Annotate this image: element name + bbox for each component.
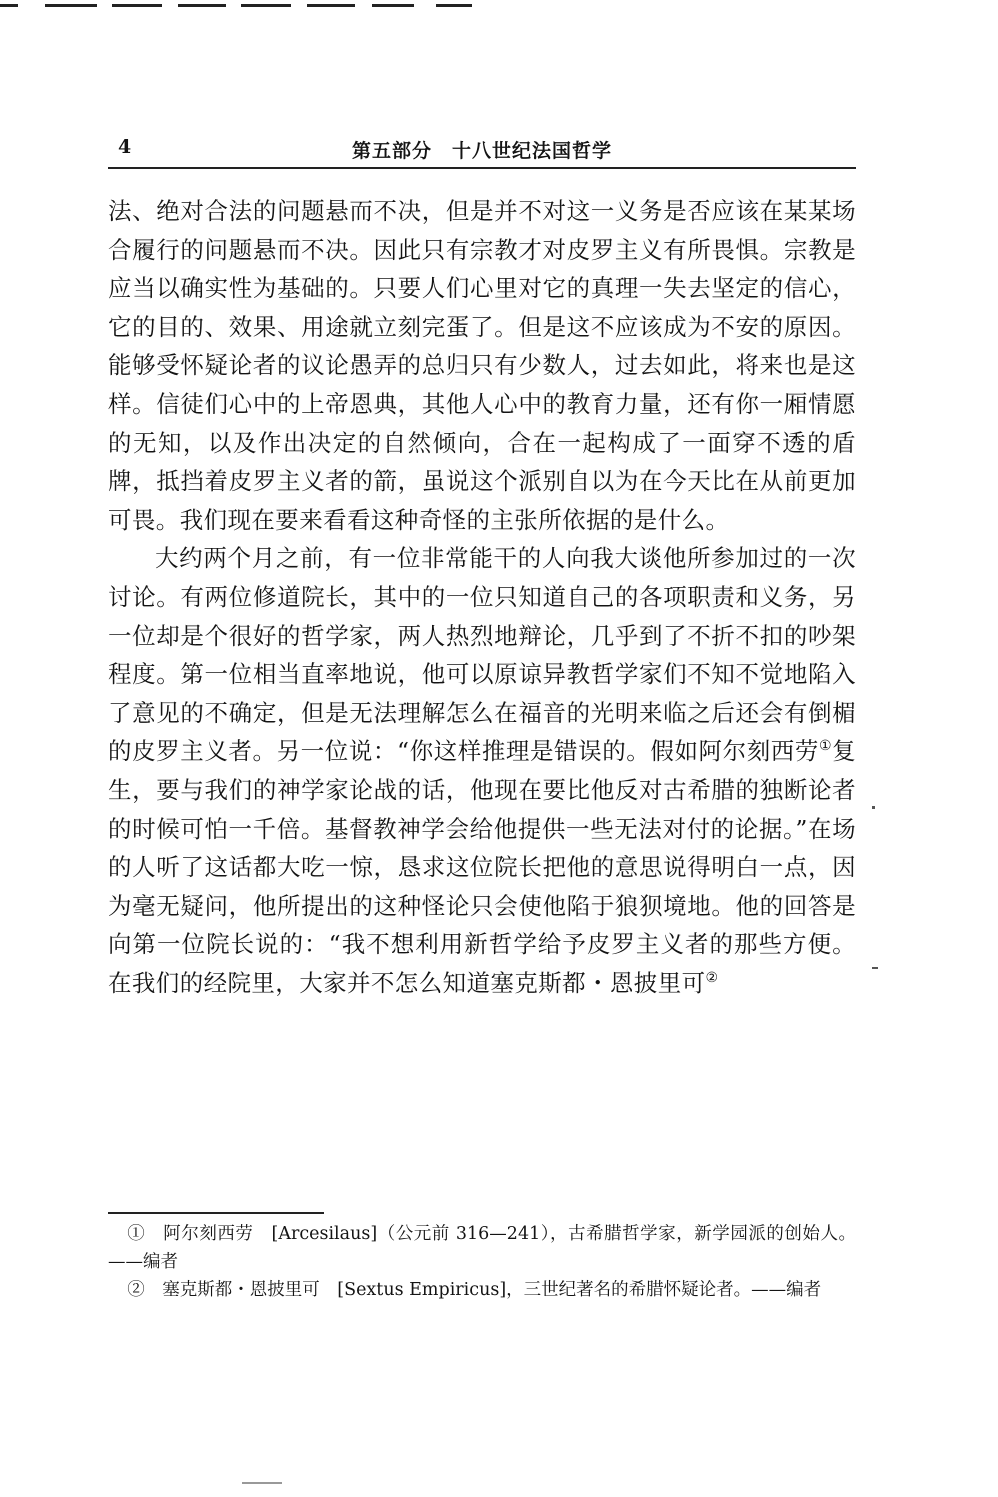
footnote-1: ① 阿尔刻西劳 [Arcesilaus]（公元前 316—241），古希腊哲学家，新学园派的创始人。——编者	[108, 1224, 856, 1272]
paragraph-1: 法、绝对合法的问题悬而不决，但是并不对这一义务是否应该在某某场合履行的问题悬而不决。因此只有宗教才对皮罗主义有所畏惧。宗教是应当以确实性为基础的。只要人们心里对它的真理一失去坚定的信心，它的目的、效果、用途就立刻完蛋了。但是这不应该成为不安的原因。能够受怀疑论者的议论愚弄的总归只有少数人，过去如此，将来也是这样。信徒们心中的上帝恩典，其他人心中的教育力量，还有你一厢情愿的无知，以及作出决定的自然倾向，合在一起构成了一面穿不透的盾牌，抵挡着皮罗主义者的箭，虽说这个派别自以为在今天比在从前更加可畏。我们现在要来看看这种奇怪的主张所依据的是什么。	[108, 197, 856, 534]
footnote-2: ② 塞克斯都・恩披里可 [Sextus Empiricus]，三世纪著名的希腊怀疑论者。——编者	[127, 1280, 822, 1300]
paragraph-2-part-2: 复生，要与我们的神学家论战的话，他现在要比他反对古希腊的独断论者的时候可怕一千倍。基督教神学会给他提供一些无法对付的论据。”在场的人听了这话都大吃一惊，恳求这位院长把他的意思说得明白一点，因为毫无疑问，他所提出的这种怪论只会使他陷于狼狈境地。他的回答是向第一位院长说的：“我不想利用新哲学给予皮罗主义者的那些方便。在我们的经院里，大家并不怎么知道塞克斯都・恩披里可	[108, 737, 857, 997]
footnotes	[108, 1212, 856, 1304]
body-text	[108, 192, 856, 1002]
header-rule	[108, 167, 856, 169]
footnote-rule	[108, 1212, 324, 1214]
paragraph-2-part-1: 大约两个月之前，有一位非常能干的人向我大谈他所参加过的一次讨论。有两位修道院长，其中的一位只知道自己的各项职责和义务，另一位却是个很好的哲学家，两人热烈地辩论，几乎到了不折不扣的吵架程度。第一位相当直率地说，他可以原谅异教哲学家们不知不觉地陷入了意见的不确定，但是无法理解怎么在福音的光明来临之后还会有倒楣的皮罗主义者。另一位说：“你这样推理是错误的。假如阿尔刻西劳	[108, 544, 856, 766]
page-header	[108, 134, 856, 168]
scan-speck	[242, 1482, 282, 1484]
scan-speck	[872, 967, 878, 969]
scan-speck	[872, 806, 875, 809]
footnote-ref-1: ①	[818, 738, 833, 755]
footnote-ref-2: ②	[705, 969, 719, 986]
scan-edge-marks	[0, 0, 480, 12]
running-title: 第五部分 十八世纪法国哲学	[351, 140, 612, 162]
page-number: 4	[118, 136, 132, 158]
paragraph-2	[108, 539, 856, 1002]
